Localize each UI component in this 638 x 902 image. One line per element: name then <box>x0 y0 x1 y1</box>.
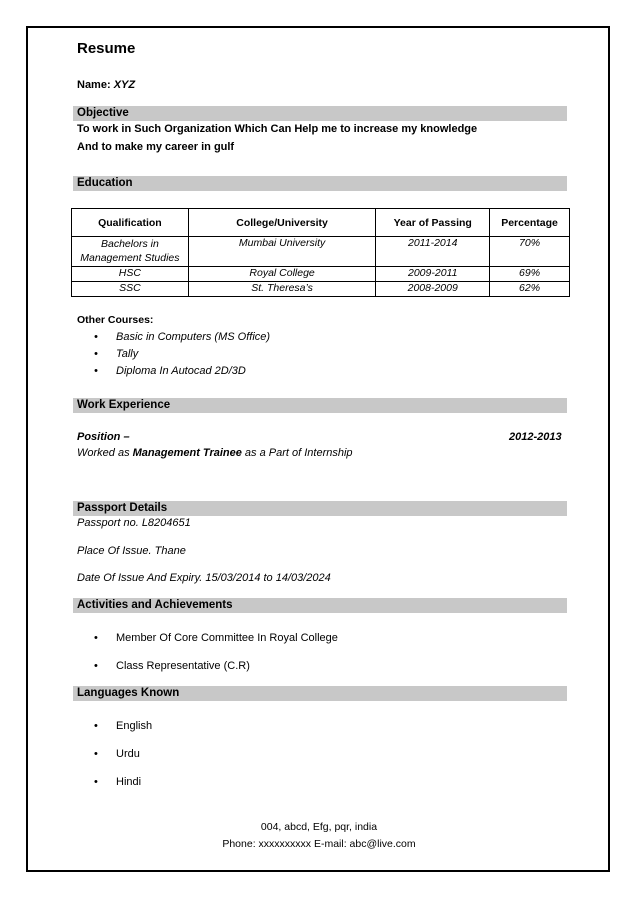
table-header: Year of Passing <box>376 209 490 237</box>
resume-title: Resume <box>77 40 136 57</box>
table-header: Qualification <box>72 209 189 237</box>
table-row <box>72 267 570 282</box>
table-cell: 2009-2011 <box>376 267 490 282</box>
table-header: College/University <box>188 209 376 237</box>
name-label: Name: <box>77 79 114 91</box>
list-item-text: Basic in Computers (MS Office) <box>116 331 271 343</box>
list-item-text: English <box>116 720 153 732</box>
list-item-text: Hindi <box>116 776 142 788</box>
section-activities <box>73 598 567 613</box>
passport-place: Place Of Issue. Thane <box>77 545 186 557</box>
table-row <box>72 237 570 267</box>
table-cell: Royal College <box>188 267 376 282</box>
list-item-text: Urdu <box>116 748 140 760</box>
work-desc-role: Management Trainee <box>132 447 242 459</box>
section-work-title: Work Experience <box>77 399 171 411</box>
section-activities-title: Activities and Achievements <box>77 599 233 611</box>
footer-contact: Phone: xxxxxxxxxx E-mail: abc@live.com <box>222 838 416 850</box>
section-work <box>73 398 567 413</box>
section-objective-title: Objective <box>77 107 129 119</box>
passport-dates: Date Of Issue And Expiry. 15/03/2014 to 14/03/2024 <box>77 572 331 584</box>
section-languages-title: Languages Known <box>77 687 180 699</box>
section-education-title: Education <box>77 177 133 189</box>
table-header: Percentage <box>490 209 570 237</box>
table-cell: 69% <box>490 267 570 282</box>
table-cell: HSC <box>72 267 189 282</box>
name-line <box>77 79 135 91</box>
footer-address: 004, abcd, Efg, pqr, india <box>260 821 378 833</box>
table-cell: Mumbai University <box>188 237 376 267</box>
table-cell: 2008-2009 <box>376 282 490 297</box>
section-education <box>73 176 567 191</box>
work-desc-suffix: as a Part of Internship <box>241 447 353 459</box>
objective-line-1: To work in Such Organization Which Can Help me to increase my knowledge <box>77 123 478 135</box>
education-table <box>71 208 570 297</box>
table-cell: SSC <box>72 282 189 297</box>
list-item-text: Class Representative (C.R) <box>116 660 250 672</box>
list-item-text: Diploma In Autocad 2D/3D <box>116 365 246 377</box>
other-courses-label: Other Courses: <box>77 314 154 326</box>
work-position: Position – <box>77 431 130 443</box>
list-item-text: Tally <box>116 348 139 360</box>
objective-line-2: And to make my career in gulf <box>77 141 235 153</box>
passport-number: Passport no. L8204651 <box>77 517 191 529</box>
work-description <box>77 447 353 459</box>
name-value: XYZ <box>113 79 136 91</box>
table-cell: 70% <box>490 237 570 267</box>
section-languages <box>73 686 567 701</box>
table-cell: 2011-2014 <box>376 237 490 267</box>
table-row <box>72 282 570 297</box>
table-cell: 62% <box>490 282 570 297</box>
list-item-text: Member Of Core Committee In Royal College <box>116 632 338 644</box>
work-desc-prefix: Worked as <box>77 447 133 459</box>
section-passport <box>73 501 567 516</box>
work-years: 2012-2013 <box>509 431 562 443</box>
table-cell: Bachelors in Management Studies <box>72 237 189 267</box>
table-header-row <box>72 209 570 237</box>
section-objective <box>73 106 567 121</box>
section-passport-title: Passport Details <box>77 502 168 514</box>
table-cell: St. Theresa’s <box>188 282 376 297</box>
